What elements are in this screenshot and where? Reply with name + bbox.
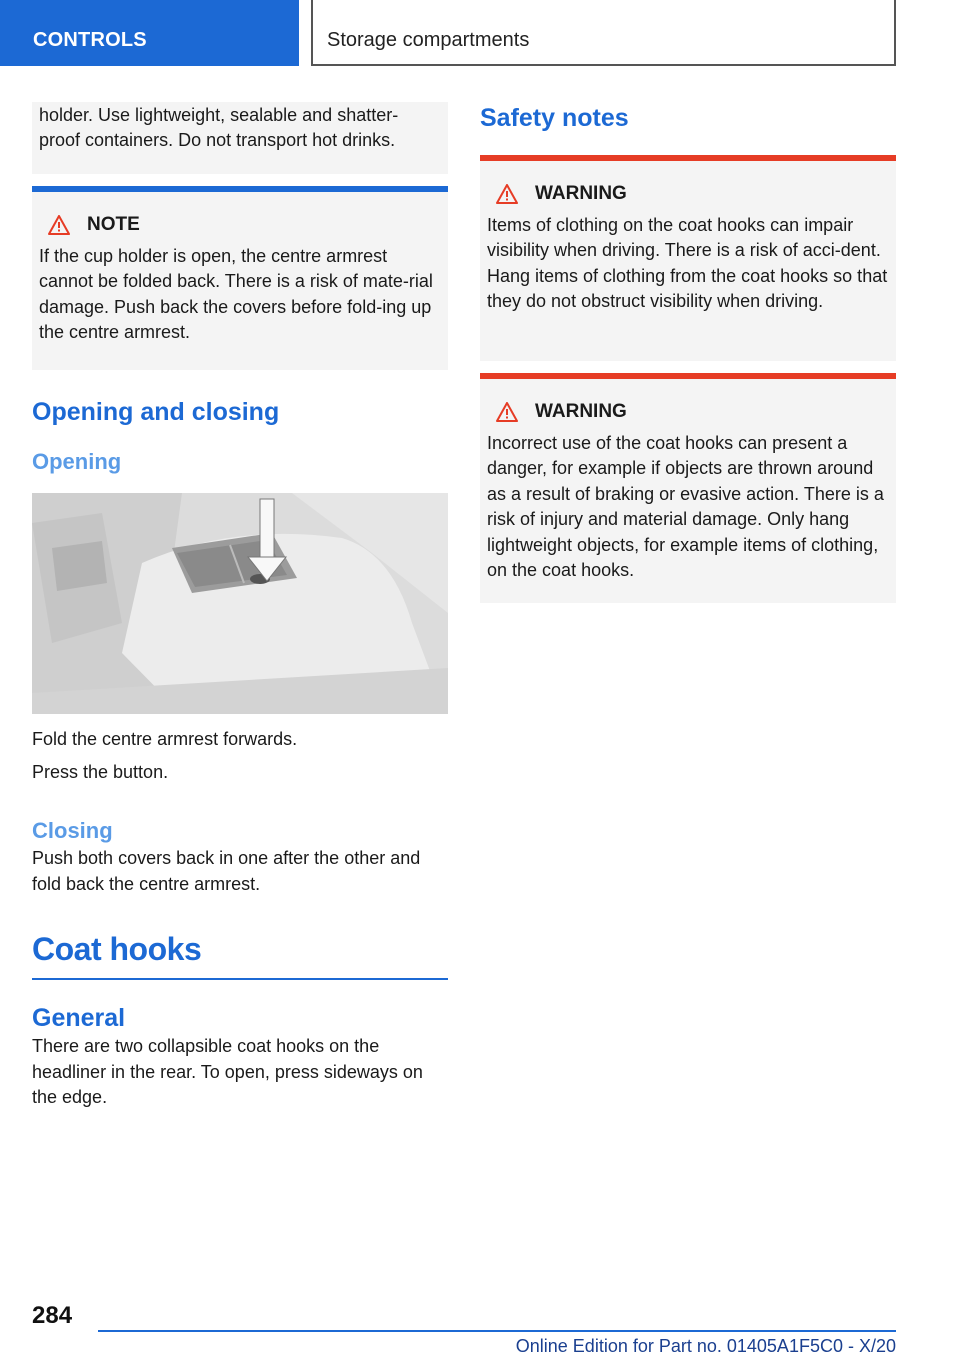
warning-header-2: [487, 399, 889, 425]
warning-text-1: Items of clothing on the coat hooks can impair visibility when driving. There is a risk of acci-dent. Hang items of clothing from the coat hooks so that they do not obstruct visibility when driving.: [487, 214, 888, 311]
left-column: [32, 102, 448, 1111]
general-text: There are two collapsible coat hooks on the headliner in the rear. To open, press sideways on the edge.: [32, 1036, 423, 1107]
warning-box-1: [480, 155, 896, 361]
warning-body-2: [480, 379, 896, 603]
opening-closing-heading: Opening and closing: [32, 398, 280, 426]
note-text: If the cup holder is open, the centre armrest cannot be folded back. There is a risk of mate-rial damage. Push back the covers before fold-ing up the centre armrest.: [39, 245, 433, 342]
warning-box-2: [480, 373, 896, 603]
opening-step-2: Press the button.: [32, 761, 169, 782]
page-title: Storage compartments: [311, 0, 896, 66]
armrest-photo: [32, 493, 448, 714]
warning-body-1: [480, 161, 896, 361]
closing-heading: Closing: [32, 818, 113, 843]
chapter-tab: CONTROLS: [0, 0, 299, 66]
coat-hooks-heading: Coat hooks: [32, 931, 202, 967]
warning-triangle-icon: [496, 402, 518, 422]
continued-text: holder. Use lightweight, sealable and shatter-proof containers. Do not transport hot drinks.: [39, 105, 399, 150]
note-box: [32, 186, 448, 370]
warning-label-2: WARNING: [535, 401, 627, 422]
footer-rule: [98, 1330, 896, 1332]
page-number: 284: [32, 1302, 73, 1329]
general-heading: General: [32, 1004, 126, 1032]
continued-text-box: [32, 102, 448, 174]
opening-step-1: Fold the centre armrest forwards.: [32, 729, 298, 749]
note-header: [39, 212, 441, 238]
opening-heading: Opening: [32, 449, 122, 474]
armrest-illustration: [32, 493, 448, 714]
warning-triangle-icon: [48, 215, 70, 235]
warning-label-1: WARNING: [535, 183, 627, 204]
right-column: [480, 102, 896, 603]
note-body: [32, 192, 448, 370]
warning-triangle-icon: [496, 184, 518, 204]
coat-hooks-rule: [32, 978, 448, 980]
safety-notes-heading: Safety notes: [480, 104, 629, 132]
warning-text-2: Incorrect use of the coat hooks can present a danger, for example if objects are thrown around as a result of braking or evasive action. There is a risk of injury and material damage. Only hang lightweight objects, for example items of clothing, on the coat hooks.: [487, 432, 884, 580]
note-label: NOTE: [87, 214, 140, 235]
warning-header-1: [487, 181, 889, 207]
footer-edition: Online Edition for Part no. 01405A1F5C0 - X/20: [515, 1336, 896, 1356]
closing-text: Push both covers back in one after the other and fold back the centre armrest.: [32, 848, 421, 894]
